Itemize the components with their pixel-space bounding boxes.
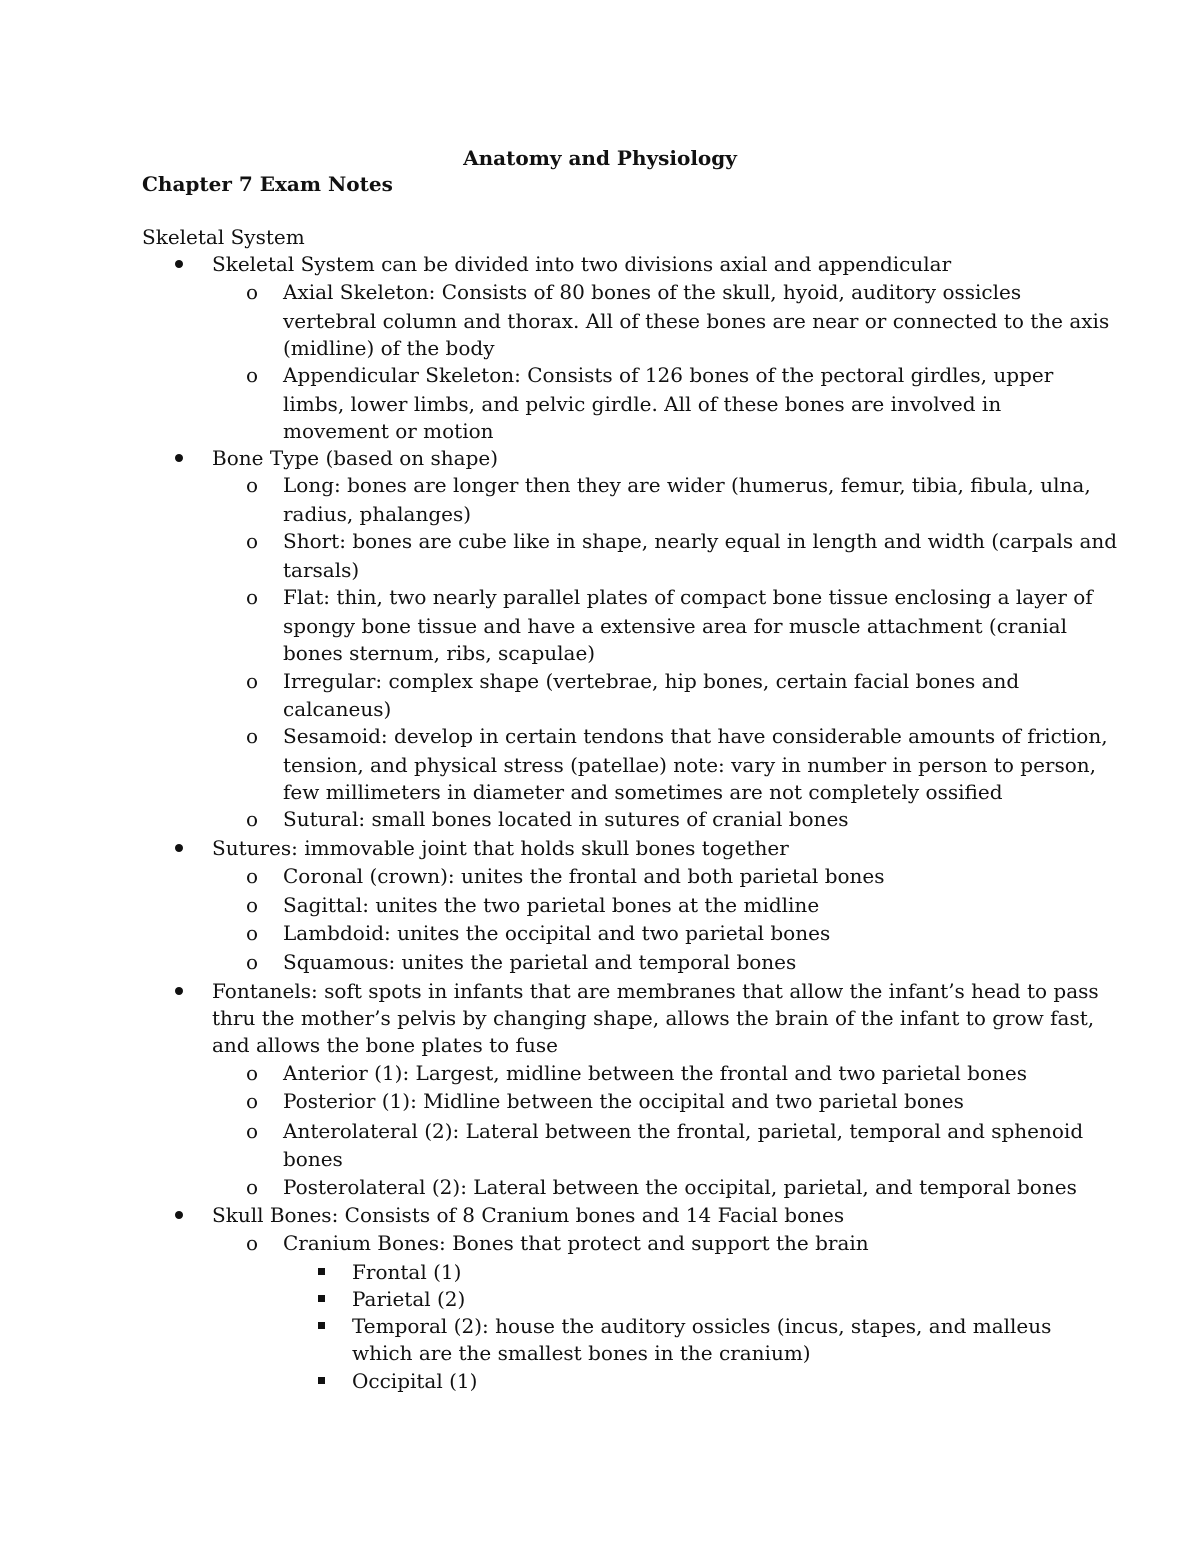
list-item-text: Occipital (1): [352, 1369, 478, 1393]
list-item-text: limbs, lower limbs, and pelvic girdle. All of these bones are involved in: [283, 392, 1002, 416]
list-item-text: Bone Type (based on shape): [212, 446, 499, 470]
list-item-text: bones: [283, 1147, 343, 1171]
list-item-text: Sutures: immovable joint that holds skull bones together: [212, 836, 789, 860]
bullet-circle-icon: o: [246, 807, 259, 831]
bullet-circle-icon: o: [246, 1175, 259, 1199]
list-item-text: thru the mother’s pelvis by changing shape, allows the brain of the infant to grow fast,: [212, 1006, 1095, 1030]
document-title: Anatomy and Physiology: [463, 146, 737, 170]
bullet-circle-icon: o: [246, 893, 259, 917]
list-item-text: and allows the bone plates to fuse: [212, 1033, 558, 1057]
list-item-text: Sagittal: unites the two parietal bones at the midline: [283, 893, 820, 917]
bullet-square-icon: [318, 1268, 325, 1275]
bullet-circle-icon: o: [246, 921, 259, 945]
bullet-circle-icon: o: [246, 1089, 259, 1113]
bullet-circle-icon: o: [246, 950, 259, 974]
bullet-circle-icon: o: [246, 1231, 259, 1255]
list-item-text: few millimeters in diameter and sometimes are not completely ossified: [283, 780, 1003, 804]
bullet-circle-icon: o: [246, 724, 259, 748]
list-item-text: Parietal (2): [352, 1287, 466, 1311]
section-heading: Skeletal System: [142, 225, 305, 249]
list-item-text: Cranium Bones: Bones that protect and support the brain: [283, 1231, 869, 1255]
bullet-disc-icon: [175, 987, 183, 995]
bullet-square-icon: [318, 1322, 325, 1329]
bullet-square-icon: [318, 1377, 325, 1384]
list-item-text: bones sternum, ribs, scapulae): [283, 641, 596, 665]
list-item-text: Lambdoid: unites the occipital and two parietal bones: [283, 921, 831, 945]
list-item-text: Anterior (1): Largest, midline between the frontal and two parietal bones: [283, 1061, 1027, 1085]
list-item-text: vertebral column and thorax. All of these bones are near or connected to the axis: [283, 309, 1110, 333]
list-item-text: which are the smallest bones in the cranium): [352, 1341, 811, 1365]
bullet-circle-icon: o: [246, 529, 259, 553]
list-item-text: Posterolateral (2): Lateral between the occipital, parietal, and temporal bones: [283, 1175, 1077, 1199]
list-item-text: Long: bones are longer then they are wider (humerus, femur, tibia, fibula, ulna,: [283, 473, 1091, 497]
chapter-heading: Chapter 7 Exam Notes: [142, 172, 393, 196]
list-item-text: calcaneus): [283, 697, 392, 721]
bullet-circle-icon: o: [246, 864, 259, 888]
list-item-text: Irregular: complex shape (vertebrae, hip bones, certain facial bones and: [283, 669, 1020, 693]
list-item-text: Axial Skeleton: Consists of 80 bones of the skull, hyoid, auditory ossicles: [283, 280, 1022, 304]
list-item-text: Fontanels: soft spots in infants that are membranes that allow the infant’s head to pass: [212, 979, 1099, 1003]
list-item-text: Sesamoid: develop in certain tendons that have considerable amounts of friction,: [283, 724, 1108, 748]
list-item-text: Temporal (2): house the auditory ossicles (incus, stapes, and malleus: [352, 1314, 1052, 1338]
list-item-text: movement or motion: [283, 419, 494, 443]
list-item-text: radius, phalanges): [283, 502, 472, 526]
list-item-text: Skull Bones: Consists of 8 Cranium bones and 14 Facial bones: [212, 1203, 845, 1227]
list-item-text: Anterolateral (2): Lateral between the frontal, parietal, temporal and sphenoid: [283, 1119, 1084, 1143]
list-item-text: (midline) of the body: [283, 336, 495, 360]
bullet-square-icon: [318, 1295, 325, 1302]
list-item-text: Sutural: small bones located in sutures of cranial bones: [283, 807, 849, 831]
list-item-text: Flat: thin, two nearly parallel plates of compact bone tissue enclosing a layer of: [283, 585, 1093, 609]
bullet-disc-icon: [175, 260, 183, 268]
list-item-text: Posterior (1): Midline between the occipital and two parietal bones: [283, 1089, 964, 1113]
bullet-circle-icon: o: [246, 585, 259, 609]
bullet-circle-icon: o: [246, 473, 259, 497]
list-item-text: tension, and physical stress (patellae) note: vary in number in person to person,: [283, 753, 1097, 777]
bullet-circle-icon: o: [246, 280, 259, 304]
list-item-text: Coronal (crown): unites the frontal and both parietal bones: [283, 864, 885, 888]
bullet-disc-icon: [175, 844, 183, 852]
list-item-text: Appendicular Skeleton: Consists of 126 bones of the pectoral girdles, upper: [283, 363, 1054, 387]
list-item-text: spongy bone tissue and have a extensive area for muscle attachment (cranial: [283, 614, 1067, 638]
list-item-text: tarsals): [283, 558, 360, 582]
list-item-text: Short: bones are cube like in shape, nearly equal in length and width (carpals and: [283, 529, 1118, 553]
bullet-circle-icon: o: [246, 669, 259, 693]
bullet-disc-icon: [175, 454, 183, 462]
bullet-circle-icon: o: [246, 1061, 259, 1085]
list-item-text: Frontal (1): [352, 1260, 462, 1284]
bullet-circle-icon: o: [246, 1119, 259, 1143]
bullet-disc-icon: [175, 1211, 183, 1219]
list-item-text: Skeletal System can be divided into two divisions axial and appendicular: [212, 252, 952, 276]
bullet-circle-icon: o: [246, 363, 259, 387]
list-item-text: Squamous: unites the parietal and temporal bones: [283, 950, 797, 974]
